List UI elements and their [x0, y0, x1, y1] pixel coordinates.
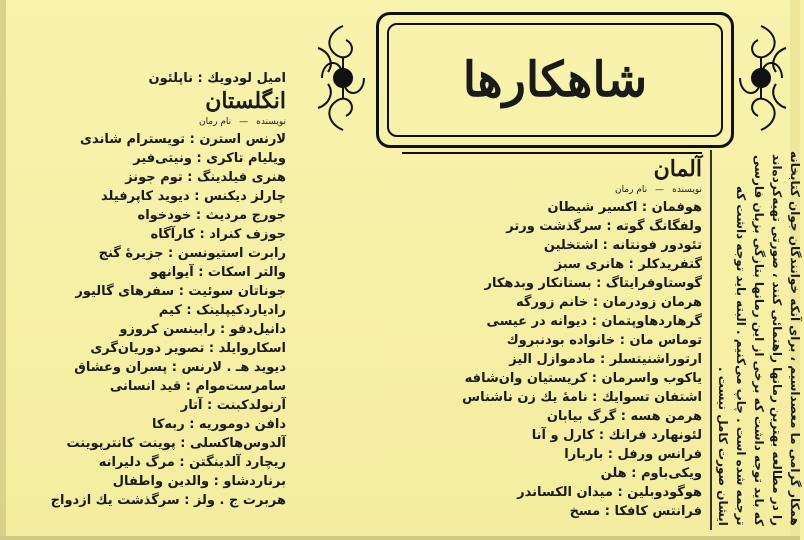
side-note — [714, 150, 802, 530]
list-item: تئودور فونتانه : اشتخلین — [543, 238, 702, 253]
list-item: ارتوراشنیتسلر : مادموازل الیز — [509, 352, 702, 367]
list-item: دافن دوموریه : ربه‌کا — [151, 417, 286, 432]
list-item: جورج مردیث : خودخواه — [137, 208, 286, 223]
right-ornament — [730, 18, 792, 138]
england-legend: نویسنده—نام رمان — [198, 117, 286, 127]
list-item: ریچارد آلدینگتن : مرگ دلیرانه — [98, 455, 286, 470]
germany-legend: نویسنده—نام رمان — [614, 185, 702, 195]
paper-edge-left — [0, 0, 6, 540]
list-item: یاکوب واسرمان : کریستیان وان‌شافه — [464, 371, 702, 386]
title-inner-frame — [387, 23, 723, 137]
list-item: رابرت استیونسن : جزیرهٔ گنج — [98, 246, 286, 261]
list-item: آرنولدکبنت : آتار — [180, 398, 286, 413]
list-item: لارنس استرن : تویسترام شاندی — [80, 132, 286, 147]
list-item: فرانتس کافکا : مسخ — [569, 504, 702, 519]
list-item: هنری فیلدینگ : توم جونز — [125, 170, 286, 185]
list-item: ویکی‌باوم : هلن — [600, 466, 702, 481]
germany-heading: آلمان — [653, 156, 702, 182]
list-item: ولفگانگ گوته : سرگذشت ورتر — [506, 219, 702, 234]
list-item: آلدوس‌هاکسلی : پوینت کانترپوینت — [66, 436, 286, 451]
side-note-text: همکار گرامی ما معصداسیم ، برای آنکه خوانندگان جوان کتابخانه را در مطالعه بهترین رمانها راهنمائی کنند ، صورتی تهیه‌کرده‌اند که باید توجه داشت که برخی از این رمانها بتازگی بزبان فارسی ترجمه شده است . چاپ می‌کنیم . البته باید توجه داشت که ایشان صورت کامل نیست . — [716, 151, 802, 526]
legend-title: نام رمان — [198, 117, 232, 127]
napoleon-line: امیل لودویك : ناپلئون — [148, 71, 286, 86]
germany-rule — [402, 152, 702, 154]
list-item: دانیل‌دفو : رابینسن کروزو — [119, 322, 286, 337]
legend-title: نام رمان — [614, 185, 648, 195]
list-item: جوزف کنراد : کارآگاه — [150, 227, 286, 242]
list-item: رادیاردکیپلینک : کیم — [158, 303, 286, 318]
paper-edge-bottom — [0, 536, 800, 540]
list-item: توماس مان : خانواده بودنبروك — [506, 333, 702, 348]
legend-author: نویسنده — [672, 185, 702, 195]
list-item: گتفریدکلر : هانری سبز — [554, 257, 702, 272]
list-item: دیوید هـ . لارنس : پسران وعشاق — [74, 360, 286, 375]
list-item: لئونهارد فرانك : کارل و آنا — [531, 428, 702, 443]
title-frame — [376, 12, 734, 148]
england-column — [50, 70, 286, 510]
list-item: هرمان زودرمان : خانم زورگه — [516, 295, 702, 310]
list-item: هوفمان : اکسیر شیطان — [547, 200, 702, 215]
list-item: برناردشاو : والدین واطفال — [112, 474, 286, 489]
left-ornament — [312, 18, 374, 138]
list-item: فرانس ورفل : باربارا — [564, 447, 702, 462]
page-title: شاهکارها — [462, 52, 648, 108]
list-item: چارلز دیکنس : دیوید کاپرفیلد — [101, 189, 286, 204]
list-item: هرمن هسه : گرگ بیابان — [546, 409, 702, 424]
list-item: ویلیام تاکری : ونیتی‌فیر — [133, 151, 286, 166]
list-item: گوستاوفرایتاگ : بستانکار وبدهکار — [484, 276, 702, 291]
list-item: اشتفان تسوایك : نامهٔ یك زن ناشناس — [462, 390, 702, 405]
list-item: هربرت ج . ولز : سرگذشت یك ازدواج — [50, 493, 286, 508]
list-item: گرهاردهاوپتمان : دیوانه در عیسی — [486, 314, 702, 329]
list-item: اسکاروایلد : تصویر دوریان‌گری — [90, 341, 286, 356]
germany-column — [376, 150, 702, 521]
list-item: سامرست‌موام : قید انسانی — [109, 379, 286, 394]
list-item: جوناتان سوئیت : سفرهای گالیور — [75, 284, 286, 299]
side-note-rule — [710, 150, 712, 530]
england-heading: انگلستان — [205, 88, 286, 114]
list-item: هوگودوبلین : میدان الکساندر — [517, 485, 702, 500]
list-item: والتر اسکات : آیوانهو — [150, 265, 286, 280]
legend-author: نویسنده — [256, 117, 286, 127]
